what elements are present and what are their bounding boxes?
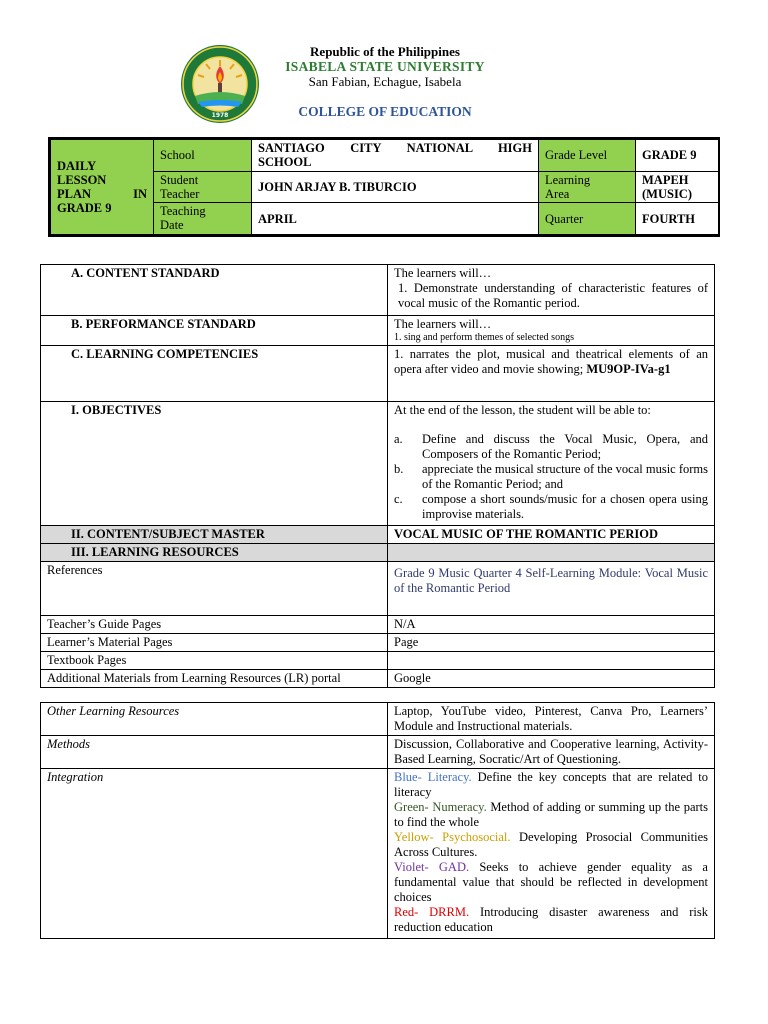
integration-item: Green- Numeracy. Method of adding or summing up the parts to find the whole (394, 800, 708, 829)
logo-year: 1978 (211, 112, 229, 119)
teachers-guide-value: N/A (388, 616, 715, 634)
table-row (41, 402, 715, 526)
school-value: SANTIAGO CITY NATIONAL HIGH SCHOOL (252, 140, 539, 172)
additional-materials-value: Google (388, 670, 715, 688)
learning-area-label: Learning Area (539, 171, 636, 203)
learning-competencies-label: C. LEARNING COMPETENCIES (41, 346, 388, 402)
table-row (41, 544, 715, 562)
resources-methods-table (40, 702, 715, 939)
objective-item: c. compose a short sounds/music for a chosen opera using improvise materials. (394, 492, 708, 521)
table-row (41, 316, 715, 346)
lesson-info-table (48, 137, 720, 237)
table-row (41, 703, 715, 736)
table-row (41, 634, 715, 652)
methods-value: Discussion, Collaborative and Cooperative learning, Activity-Based Learning, Socratic/Art of Questioning. (388, 736, 715, 769)
daily-lesson-plan-title: DAILY LESSON PLAN IN GRADE 9 (51, 140, 154, 235)
school-label: School (154, 140, 252, 172)
additional-materials-label: Additional Materials from Learning Resources (LR) portal (41, 670, 388, 688)
table-row (41, 265, 715, 316)
content-standard-label: A. CONTENT STANDARD (41, 265, 388, 316)
integration-value (388, 769, 715, 939)
learning-competencies-value: 1. narrates the plot, musical and theatrical elements of an opera after video and movie showing; MU9OP-IVa-g1 (388, 346, 715, 402)
learning-area-value: MAPEH (MUSIC) (636, 171, 719, 203)
learning-resources-label: III. LEARNING RESOURCES (41, 544, 388, 562)
textbook-pages-value (388, 652, 715, 670)
textbook-pages-label: Textbook Pages (41, 652, 388, 670)
student-teacher-value: JOHN ARJAY B. TIBURCIO (252, 171, 539, 203)
table-row (41, 652, 715, 670)
objective-item: a. Define and discuss the Vocal Music, Opera, and Composers of the Romantic Period; (394, 432, 708, 461)
other-resources-label: Other Learning Resources (41, 703, 388, 736)
table-row (41, 670, 715, 688)
methods-label: Methods (41, 736, 388, 769)
performance-standard-value: The learners will… 1. sing and perform themes of selected songs (388, 316, 715, 346)
objective-item: b. appreciate the musical structure of the vocal music forms of the Romantic Period; and (394, 462, 709, 491)
references-value: Grade 9 Music Quarter 4 Self-Learning Module: Vocal Music of the Romantic Period (388, 562, 715, 616)
grade-level-value: GRADE 9 (636, 140, 719, 172)
lesson-plan-table (40, 264, 715, 688)
quarter-label: Quarter (539, 203, 636, 235)
university-address: San Fabian, Echague, Isabela (308, 74, 462, 89)
references-label: References (41, 562, 388, 616)
competency-code: MU9OP-IVa-g1 (586, 362, 671, 376)
quarter-value: FOURTH (636, 203, 719, 235)
table-row (41, 769, 715, 939)
table-row (41, 616, 715, 634)
integration-item: Red- DRRM. Introducing disaster awareness and risk reduction education (394, 905, 708, 934)
integration-label: Integration (41, 769, 388, 939)
table-row (41, 562, 715, 616)
student-teacher-label: Student Teacher (154, 171, 252, 203)
learners-material-value: Page (388, 634, 715, 652)
learners-material-label: Learner’s Material Pages (41, 634, 388, 652)
republic-line: Republic of the Philippines (310, 44, 460, 59)
teachers-guide-label: Teacher’s Guide Pages (41, 616, 388, 634)
performance-standard-label: B. PERFORMANCE STANDARD (41, 316, 388, 346)
integration-item: Yellow- Psychosocial. Developing Prosocial Communities Across Cultures. (394, 830, 708, 859)
objectives-label: I. OBJECTIVES (41, 402, 388, 526)
teaching-date-value: APRIL (252, 203, 539, 235)
integration-item: Blue- Literacy. Define the key concepts that are related to literacy (394, 770, 708, 799)
content-subject-value: VOCAL MUSIC OF THE ROMANTIC PERIOD (388, 526, 715, 544)
table-row (41, 526, 715, 544)
learning-resources-value (388, 544, 715, 562)
table-row (41, 736, 715, 769)
integration-item: Violet- GAD. Seeks to achieve gender equality as a fundamental value that should be reflected in development choices (394, 860, 708, 904)
objectives-value: At the end of the lesson, the student will be able to: a. Define and discuss the Vocal Music, Opera, and Composers of the Romantic Period; b. appreciate the musical structure of the vocal music forms of the Romantic Period; and c. compose a short sounds/music for a chosen opera using improvise materials. (388, 402, 715, 526)
teaching-date-label: Teaching Date (154, 203, 252, 235)
content-subject-label: II. CONTENT/SUBJECT MASTER (41, 526, 388, 544)
grade-level-label: Grade Level (539, 140, 636, 172)
other-resources-value: Laptop, YouTube video, Pinterest, Canva Pro, Learners’ Module and Instructional materials. (388, 703, 715, 736)
table-row (41, 346, 715, 402)
content-standard-value: The learners will… 1. Demonstrate understanding of characteristic features of vocal music of the Romantic period. (388, 265, 715, 316)
university-name: ISABELA STATE UNIVERSITY (285, 59, 485, 74)
college-name: COLLEGE OF EDUCATION (298, 104, 472, 119)
